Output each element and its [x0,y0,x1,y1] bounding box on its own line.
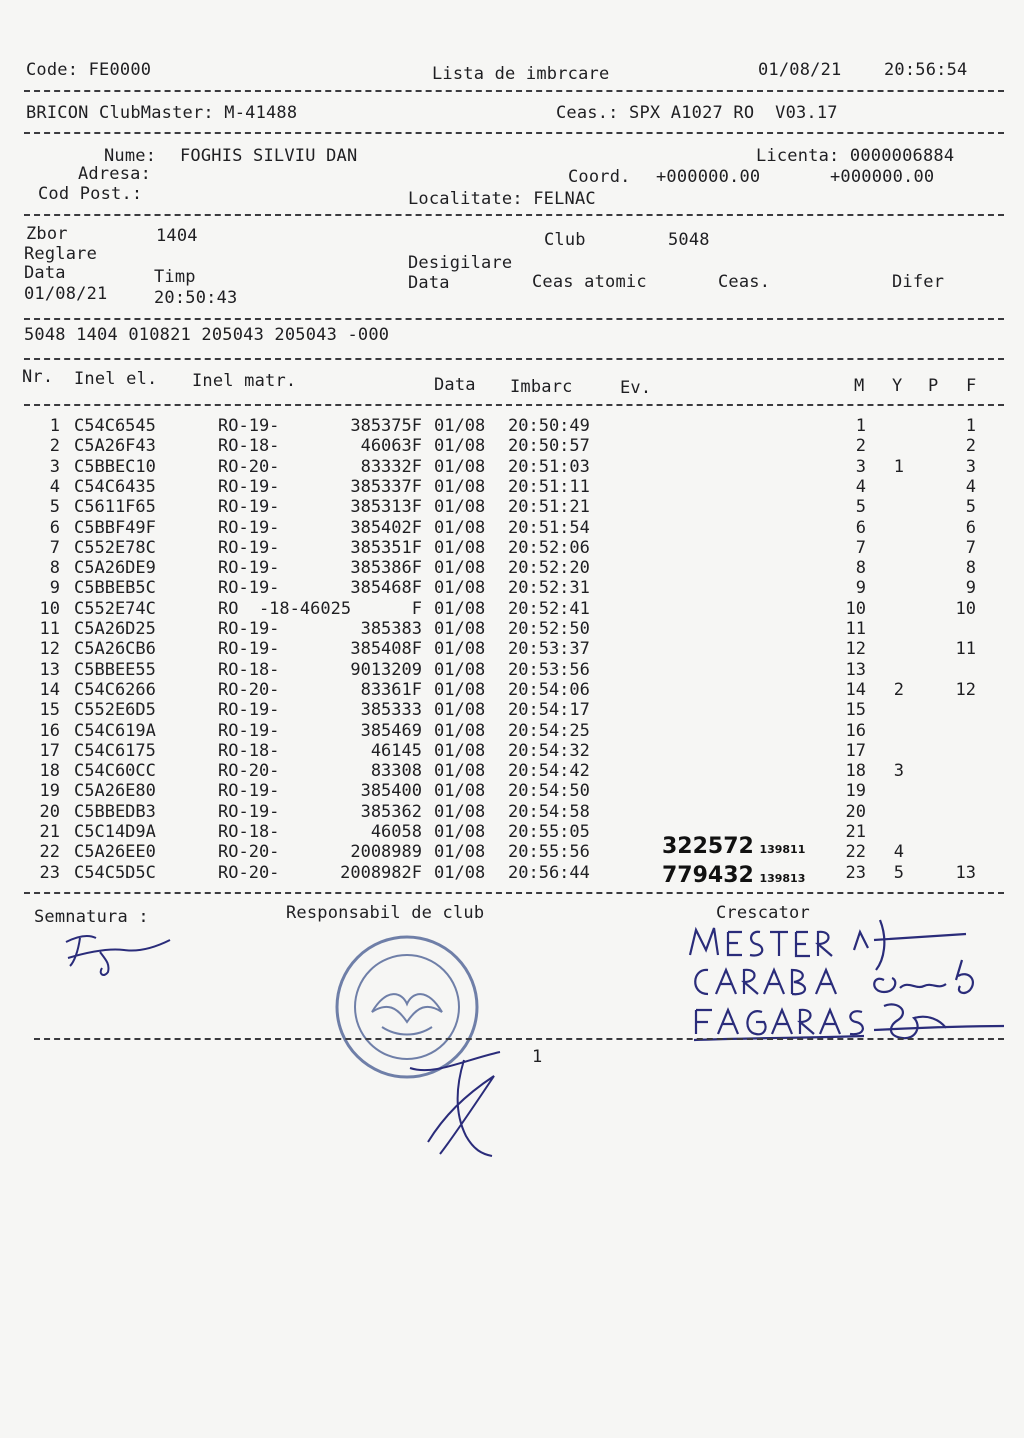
row-time: 20:51:21 [508,497,590,518]
row-inel-el: C552E78C [74,537,156,558]
row-ring-number: 385362 [360,801,422,822]
data-label: Data [24,263,66,283]
row-m: 18 [845,761,866,782]
table-row [0,558,1024,578]
table-row [0,457,1024,477]
name-value: FOGHIS SILVIU DAN [180,146,358,166]
row-ring-number: 385468F [350,578,422,599]
row-time: 20:54:42 [508,761,590,782]
row-f: 10 [955,598,976,619]
table-row [0,863,1024,883]
row-date: 01/08 [434,700,486,721]
signature-label: Semnatura : [34,907,149,927]
row-f: 13 [955,862,976,883]
row-nr: 1 [49,416,60,436]
row-time: 20:54:06 [508,679,590,700]
row-m: 13 [845,659,866,680]
row-time: 20:51:03 [508,456,590,477]
row-nr: 7 [49,537,60,558]
col-f: F [966,376,977,396]
row-date: 01/08 [434,598,486,619]
row-time: 20:55:56 [508,842,590,863]
row-nr: 11 [39,619,60,639]
doc-title: Lista de imbrcare [432,64,610,84]
row-ring-number: 2008989 [350,842,422,863]
row-y: 4 [893,842,904,863]
row-time: 20:54:25 [508,720,590,741]
reglare-date: 01/08/21 [24,284,108,304]
doc-date: 01/08/21 [758,60,842,80]
row-ring-prefix: RO-20- [218,842,280,863]
row-nr: 9 [49,578,60,599]
postal-code-label: Cod Post.: [38,184,143,204]
row-ring-number: 385402F [350,517,422,538]
row-nr: 23 [39,862,60,883]
row-time: 20:50:49 [508,416,590,436]
breeder-handwriting-icon [684,900,1008,1060]
row-ring-number: 385351F [350,537,422,558]
row-ring-prefix: RO-19- [218,416,280,436]
row-inel-el: C54C60CC [74,761,156,782]
row-time: 20:53:37 [508,639,590,660]
locality: Localitate: FELNAC [408,189,596,209]
atomic-clock-label: Ceas atomic [532,272,647,292]
col-ev: Ev. [620,378,652,398]
row-ring-number: 46063F [360,436,422,457]
license: Licenta: 0000006884 [756,146,955,166]
row-ring-prefix: RO-19- [218,497,280,518]
separator [24,892,1004,894]
row-ring-prefix: RO-20- [218,862,280,883]
doc-time: 20:56:54 [884,60,968,80]
row-time: 20:54:32 [508,740,590,761]
table-row [0,578,1024,598]
sticker-1-number: 322572 [662,834,754,859]
reglare-time: 20:50:43 [154,288,238,308]
club-signature-icon [404,1046,534,1158]
club-label: Club [544,230,586,250]
row-nr: 14 [39,679,60,700]
club-responsible-label: Responsabil de club [286,903,485,923]
row-inel-el: C552E74C [74,598,156,619]
club-number: 5048 [668,230,710,250]
row-inel-el: C54C619A [74,720,156,741]
table-row [0,436,1024,456]
row-date: 01/08 [434,761,486,782]
row-date: 01/08 [434,781,486,802]
row-time: 20:52:50 [508,619,590,639]
row-ring-prefix: RO-19- [218,517,280,538]
row-time: 20:51:54 [508,517,590,538]
table-row [0,416,1024,436]
row-ring-number: 385333 [360,700,422,721]
row-time: 20:52:31 [508,578,590,599]
row-inel-el: C5A26F43 [74,436,156,457]
table-row [0,802,1024,822]
coord-label: Coord. [568,167,631,187]
desig-data-label: Data [408,273,450,293]
clubmaster-line: BRICON ClubMaster: M-41488 [26,103,298,123]
row-nr: 13 [39,659,60,680]
col-inel-el: Inel el. [74,369,158,389]
row-ring-number: 46058 [370,822,422,842]
row-ring-prefix: RO-19- [218,619,280,639]
row-m: 10 [845,598,866,619]
table-row [0,700,1024,720]
row-ring-number: 83308 [370,761,422,782]
row-date: 01/08 [434,517,486,538]
row-ring-prefix: RO-19- [218,801,280,822]
table-row [0,660,1024,680]
row-ring-prefix: RO-18- [218,659,280,680]
row-y: 5 [893,862,904,883]
separator [24,132,1004,134]
row-ring-number: 385383 [360,619,422,639]
col-imbarc: Imbarc [510,377,573,397]
row-inel-el: C552E6D5 [74,700,156,721]
row-inel-el: C54C6545 [74,416,156,436]
row-m: 20 [845,801,866,822]
row-nr: 20 [39,801,60,822]
row-f: 2 [965,436,976,457]
table-row [0,619,1024,639]
row-m: 9 [855,578,866,599]
sticker-1 [662,834,805,859]
row-f: 8 [965,558,976,579]
row-nr: 10 [39,598,60,619]
row-f: 5 [965,497,976,518]
row-inel-el: C54C6175 [74,740,156,761]
col-nr: Nr. [22,367,54,387]
row-nr: 3 [49,456,60,477]
row-ring-prefix: RO-19- [218,720,280,741]
table-row [0,781,1024,801]
row-time: 20:52:41 [508,598,590,619]
table-row [0,599,1024,619]
row-nr: 12 [39,639,60,660]
flight-number: 1404 [156,226,198,246]
row-ring-prefix: RO-19- [218,558,280,579]
row-ring-number: 9013209 [350,659,422,680]
row-m: 1 [855,416,866,436]
row-inel-el: C5A26DE9 [74,558,156,579]
row-date: 01/08 [434,659,486,680]
row-nr: 21 [39,822,60,842]
row-inel-el: C5611F65 [74,497,156,518]
name-label: Nume: [104,146,157,166]
col-inel-matr: Inel matr. [192,371,297,391]
coord-y: +000000.00 [830,167,935,187]
separator [24,358,1004,360]
table-row [0,842,1024,862]
row-f: 4 [965,476,976,497]
desigilare-label: Desigilare [408,253,513,273]
row-f: 12 [955,679,976,700]
row-y: 3 [893,761,904,782]
row-f: 9 [965,578,976,599]
row-m: 16 [845,720,866,741]
separator [34,1038,1004,1040]
row-ring-number: 2008982F [340,862,422,883]
row-inel-el: C54C6435 [74,476,156,497]
row-ring-number: 83332F [360,456,422,477]
row-ring-prefix: RO-20- [218,679,280,700]
row-nr: 17 [39,740,60,761]
flight-code-line: 5048 1404 010821 205043 205043 -000 [24,325,390,345]
row-date: 01/08 [434,497,486,518]
row-m: 22 [845,842,866,863]
row-ring-prefix: RO-20- [218,761,280,782]
row-date: 01/08 [434,801,486,822]
row-date: 01/08 [434,436,486,457]
row-date: 01/08 [434,822,486,842]
row-m: 14 [845,679,866,700]
row-inel-el: C5A26CB6 [74,639,156,660]
row-time: 20:52:20 [508,558,590,579]
row-date: 01/08 [434,862,486,883]
row-time: 20:53:56 [508,659,590,680]
row-date: 01/08 [434,740,486,761]
coord-x: +000000.00 [656,167,761,187]
row-m: 12 [845,639,866,660]
clock-info: Ceas.: SPX A1027 RO V03.17 [556,103,838,123]
row-date: 01/08 [434,679,486,700]
row-inel-el: C5BBEC10 [74,456,156,477]
row-nr: 19 [39,781,60,802]
row-nr: 22 [39,842,60,863]
row-m: 11 [845,619,866,639]
row-m: 5 [855,497,866,518]
row-nr: 15 [39,700,60,721]
row-nr: 6 [49,517,60,538]
row-ring-prefix: RO-19- [218,639,280,660]
row-ring-prefix: RO-19- [218,476,280,497]
table-row [0,721,1024,741]
row-inel-el: C5BBEDB3 [74,801,156,822]
row-time: 20:52:06 [508,537,590,558]
row-date: 01/08 [434,619,486,639]
breeder-label: Crescator [716,903,810,923]
row-f: 6 [965,517,976,538]
row-m: 3 [855,456,866,477]
separator [24,214,1004,216]
col-m: M [854,376,865,396]
row-ring-number: 385469 [360,720,422,741]
row-date: 01/08 [434,578,486,599]
col-data: Data [434,375,476,395]
row-time: 20:56:44 [508,862,590,883]
row-ring-number: 385313F [350,497,422,518]
col-y: Y [892,376,903,396]
row-ring-prefix: RO-19- [218,781,280,802]
row-m: 6 [855,517,866,538]
row-m: 21 [845,822,866,842]
row-ring-number: 46145 [370,740,422,761]
table-row [0,477,1024,497]
table-row [0,680,1024,700]
row-ring-prefix: RO-19- [218,700,280,721]
row-time: 20:51:11 [508,476,590,497]
row-ring-number: 385386F [350,558,422,579]
row-ring-prefix: RO -18-46025 [218,598,352,619]
page-number: 1 [532,1047,543,1067]
row-time: 20:54:58 [508,801,590,822]
row-f: 1 [965,416,976,436]
row-inel-el: C54C6266 [74,679,156,700]
row-inel-el: C5BBEE55 [74,659,156,680]
row-f: 3 [965,456,976,477]
row-date: 01/08 [434,537,486,558]
row-m: 2 [855,436,866,457]
row-ring-number: F [411,598,422,619]
row-inel-el: C54C5D5C [74,862,156,883]
row-date: 01/08 [434,476,486,497]
separator [24,90,1004,92]
row-m: 17 [845,740,866,761]
sticker-2 [662,863,805,888]
row-ring-prefix: RO-19- [218,537,280,558]
row-time: 20:55:05 [508,822,590,842]
signature-left-icon [58,922,178,982]
separator [24,318,1004,320]
row-inel-el: C5A26EE0 [74,842,156,863]
row-y: 1 [893,456,904,477]
row-date: 01/08 [434,456,486,477]
row-inel-el: C5A26D25 [74,619,156,639]
row-inel-el: C5A26E80 [74,781,156,802]
row-f: 7 [965,537,976,558]
row-time: 20:50:57 [508,436,590,457]
difference-label: Difer [892,272,945,292]
col-p: P [928,376,939,396]
row-ring-number: 385375F [350,416,422,436]
row-nr: 4 [49,476,60,497]
row-date: 01/08 [434,558,486,579]
row-nr: 8 [49,558,60,579]
separator [24,404,1004,406]
table-row [0,497,1024,517]
table-row [0,518,1024,538]
clock-label: Ceas. [718,272,771,292]
row-m: 8 [855,558,866,579]
row-date: 01/08 [434,720,486,741]
address-label: Adresa: [78,164,152,184]
table-row [0,639,1024,659]
table-row [0,822,1024,842]
table-row [0,538,1024,558]
row-date: 01/08 [434,416,486,436]
flight-label: Zbor [26,224,68,244]
row-inel-el: C5BBEB5C [74,578,156,599]
table-row [0,741,1024,761]
reglare-label: Reglare [24,244,98,264]
row-ring-prefix: RO-19- [218,578,280,599]
row-m: 7 [855,537,866,558]
row-m: 15 [845,700,866,721]
table-row [0,761,1024,781]
row-ring-number: 385337F [350,476,422,497]
row-ring-number: 385408F [350,639,422,660]
row-nr: 18 [39,761,60,782]
timp-label: Timp [154,267,196,287]
row-ring-prefix: RO-20- [218,456,280,477]
row-nr: 16 [39,720,60,741]
row-ring-prefix: RO-18- [218,436,280,457]
row-ring-number: 385400 [360,781,422,802]
row-y: 2 [893,679,904,700]
row-time: 20:54:17 [508,700,590,721]
row-time: 20:54:50 [508,781,590,802]
row-nr: 2 [49,436,60,457]
sticker-1-code: 139811 [759,843,806,856]
row-f: 11 [955,639,976,660]
doc-code: Code: FE0000 [26,60,152,80]
row-nr: 5 [49,497,60,518]
row-ring-number: 83361F [360,679,422,700]
row-m: 4 [855,476,866,497]
row-date: 01/08 [434,639,486,660]
row-inel-el: C5BBF49F [74,517,156,538]
row-m: 23 [845,862,866,883]
row-ring-prefix: RO-18- [218,740,280,761]
row-ring-prefix: RO-18- [218,822,280,842]
sticker-2-code: 139813 [759,872,806,885]
row-m: 19 [845,781,866,802]
sticker-2-number: 779432 [662,863,754,888]
row-inel-el: C5C14D9A [74,822,156,842]
row-date: 01/08 [434,842,486,863]
